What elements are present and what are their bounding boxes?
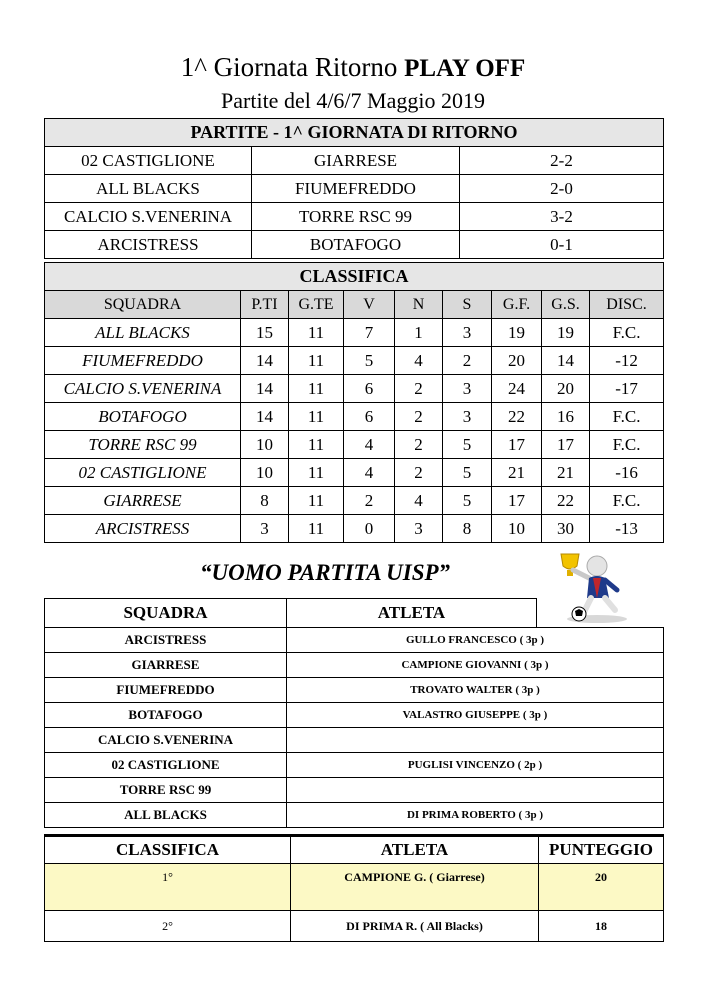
- uomo-partita-table: [44, 598, 664, 828]
- won: 6: [344, 375, 395, 403]
- goals-against: 16: [542, 403, 590, 431]
- matches-table: [44, 118, 664, 259]
- col-gol-fatti: G.F.: [492, 291, 542, 319]
- played: 11: [289, 403, 344, 431]
- won: 7: [344, 319, 395, 347]
- uomo-team: ARCISTRESS: [45, 628, 287, 653]
- title-main: 1^ Giornata Ritorno: [180, 52, 398, 82]
- played: 11: [289, 459, 344, 487]
- uomo-team: BOTAFOGO: [45, 703, 287, 728]
- uomo-row: [45, 778, 664, 803]
- match-away: BOTAFOGO: [252, 231, 460, 259]
- goals-against: 30: [542, 515, 590, 543]
- uomo-athlete: GULLO FRANCESCO ( 3p ): [287, 628, 664, 653]
- team-name: BOTAFOGO: [45, 403, 241, 431]
- discipline: F.C.: [590, 319, 664, 347]
- uomo-row: [45, 753, 664, 778]
- drawn: 3: [395, 515, 443, 543]
- match-home: ALL BLACKS: [45, 175, 252, 203]
- match-home: CALCIO S.VENERINA: [45, 203, 252, 231]
- col-sconfitte: S: [443, 291, 492, 319]
- lost: 3: [443, 319, 492, 347]
- ranking-athlete: DI PRIMA R. ( All Blacks): [291, 911, 539, 942]
- ranking-row: [45, 864, 664, 911]
- match-score: 3-2: [460, 203, 664, 231]
- goals-against: 20: [542, 375, 590, 403]
- won: 0: [344, 515, 395, 543]
- ranking-position: 1°: [45, 864, 291, 911]
- drawn: 2: [395, 403, 443, 431]
- uomo-athlete: PUGLISI VINCENZO ( 2p ): [287, 753, 664, 778]
- standings-row: [45, 319, 664, 347]
- uomo-row: [45, 803, 664, 828]
- col-vinte: V: [344, 291, 395, 319]
- uomo-row: [45, 728, 664, 753]
- match-score: 2-0: [460, 175, 664, 203]
- points: 3: [241, 515, 289, 543]
- goals-for: 21: [492, 459, 542, 487]
- points: 14: [241, 403, 289, 431]
- col-gol-subiti: G.S.: [542, 291, 590, 319]
- col-giocate: G.TE: [289, 291, 344, 319]
- uomo-row: [45, 703, 664, 728]
- uomo-partita-title: “UOMO PARTITA UISP”: [200, 560, 451, 585]
- col-classifica: CLASSIFICA: [45, 836, 291, 864]
- drawn: 2: [395, 431, 443, 459]
- goals-against: 14: [542, 347, 590, 375]
- goals-against: 19: [542, 319, 590, 347]
- standings-row: [45, 487, 664, 515]
- uomo-team: GIARRESE: [45, 653, 287, 678]
- standings-row: [45, 403, 664, 431]
- points: 10: [241, 459, 289, 487]
- col-atleta: ATLETA: [287, 599, 537, 628]
- drawn: 2: [395, 459, 443, 487]
- match-home: 02 CASTIGLIONE: [45, 147, 252, 175]
- uomo-athlete: TROVATO WALTER ( 3p ): [287, 678, 664, 703]
- col-squadra: SQUADRA: [45, 291, 241, 319]
- drawn: 1: [395, 319, 443, 347]
- lost: 8: [443, 515, 492, 543]
- match-row: [45, 203, 664, 231]
- lost: 5: [443, 459, 492, 487]
- col-nulle: N: [395, 291, 443, 319]
- won: 2: [344, 487, 395, 515]
- uomo-team: TORRE RSC 99: [45, 778, 287, 803]
- match-score: 0-1: [460, 231, 664, 259]
- match-row: [45, 231, 664, 259]
- drawn: 2: [395, 375, 443, 403]
- standings-row: [45, 431, 664, 459]
- uomo-athlete: DI PRIMA ROBERTO ( 3p ): [287, 803, 664, 828]
- standings-row: [45, 515, 664, 543]
- lost: 2: [443, 347, 492, 375]
- page-subtitle: Partite del 4/6/7 Maggio 2019: [221, 88, 485, 113]
- played: 11: [289, 487, 344, 515]
- discipline: F.C.: [590, 403, 664, 431]
- won: 4: [344, 431, 395, 459]
- goals-against: 22: [542, 487, 590, 515]
- match-row: [45, 147, 664, 175]
- standings-row: [45, 347, 664, 375]
- ranking-athlete: CAMPIONE G. ( Giarrese): [291, 864, 539, 911]
- col-punti: P.TI: [241, 291, 289, 319]
- discipline: F.C.: [590, 431, 664, 459]
- team-name: TORRE RSC 99: [45, 431, 241, 459]
- uomo-team: FIUMEFREDDO: [45, 678, 287, 703]
- standings-row: [45, 459, 664, 487]
- uomo-ranking-table: [44, 834, 664, 942]
- ranking-row: [45, 911, 664, 942]
- standings-heading: CLASSIFICA: [45, 263, 664, 291]
- col-disciplina: DISC.: [590, 291, 664, 319]
- uomo-athlete: CAMPIONE GIOVANNI ( 3p ): [287, 653, 664, 678]
- drawn: 4: [395, 487, 443, 515]
- page-title: [0, 50, 706, 86]
- won: 6: [344, 403, 395, 431]
- played: 11: [289, 347, 344, 375]
- uomo-row: [45, 678, 664, 703]
- uomo-athlete: [287, 778, 664, 803]
- standings-row: [45, 375, 664, 403]
- standings-header-row: [45, 291, 664, 319]
- col-punteggio: PUNTEGGIO: [539, 836, 664, 864]
- points: 15: [241, 319, 289, 347]
- lost: 5: [443, 431, 492, 459]
- discipline: -13: [590, 515, 664, 543]
- match-score: 2-2: [460, 147, 664, 175]
- points: 14: [241, 375, 289, 403]
- played: 11: [289, 431, 344, 459]
- points: 14: [241, 347, 289, 375]
- match-away: TORRE RSC 99: [252, 203, 460, 231]
- lost: 5: [443, 487, 492, 515]
- discipline: -17: [590, 375, 664, 403]
- team-name: ALL BLACKS: [45, 319, 241, 347]
- goals-for: 10: [492, 515, 542, 543]
- match-away: GIARRESE: [252, 147, 460, 175]
- uomo-athlete: [287, 728, 664, 753]
- drawn: 4: [395, 347, 443, 375]
- standings-body: [45, 319, 664, 543]
- team-name: 02 CASTIGLIONE: [45, 459, 241, 487]
- match-away: FIUMEFREDDO: [252, 175, 460, 203]
- goals-for: 22: [492, 403, 542, 431]
- uomo-body: [45, 628, 664, 828]
- team-name: GIARRESE: [45, 487, 241, 515]
- ranking-header-row: [45, 836, 664, 864]
- uomo-row: [45, 653, 664, 678]
- matches-heading: PARTITE - 1^ GIORNATA DI RITORNO: [45, 119, 664, 147]
- blank-cell: [537, 599, 664, 628]
- points: 10: [241, 431, 289, 459]
- uomo-header-row: [45, 599, 664, 628]
- ranking-points: 18: [539, 911, 664, 942]
- ranking-points: 20: [539, 864, 664, 911]
- goals-against: 21: [542, 459, 590, 487]
- team-name: FIUMEFREDDO: [45, 347, 241, 375]
- col-squadra: SQUADRA: [45, 599, 287, 628]
- uomo-team: CALCIO S.VENERINA: [45, 728, 287, 753]
- goals-for: 24: [492, 375, 542, 403]
- goals-for: 19: [492, 319, 542, 347]
- played: 11: [289, 375, 344, 403]
- won: 5: [344, 347, 395, 375]
- goals-against: 17: [542, 431, 590, 459]
- match-row: [45, 175, 664, 203]
- uomo-team: ALL BLACKS: [45, 803, 287, 828]
- col-atleta: ATLETA: [291, 836, 539, 864]
- points: 8: [241, 487, 289, 515]
- title-playoff: PLAY OFF: [404, 55, 526, 82]
- standings-table: [44, 262, 664, 543]
- goals-for: 17: [492, 487, 542, 515]
- team-name: CALCIO S.VENERINA: [45, 375, 241, 403]
- goals-for: 17: [492, 431, 542, 459]
- goals-for: 20: [492, 347, 542, 375]
- played: 11: [289, 515, 344, 543]
- ranking-position: 2°: [45, 911, 291, 942]
- discipline: -16: [590, 459, 664, 487]
- uomo-team: 02 CASTIGLIONE: [45, 753, 287, 778]
- played: 11: [289, 319, 344, 347]
- lost: 3: [443, 403, 492, 431]
- uomo-athlete: VALASTRO GIUSEPPE ( 3p ): [287, 703, 664, 728]
- discipline: F.C.: [590, 487, 664, 515]
- won: 4: [344, 459, 395, 487]
- discipline: -12: [590, 347, 664, 375]
- match-home: ARCISTRESS: [45, 231, 252, 259]
- team-name: ARCISTRESS: [45, 515, 241, 543]
- uomo-row: [45, 628, 664, 653]
- lost: 3: [443, 375, 492, 403]
